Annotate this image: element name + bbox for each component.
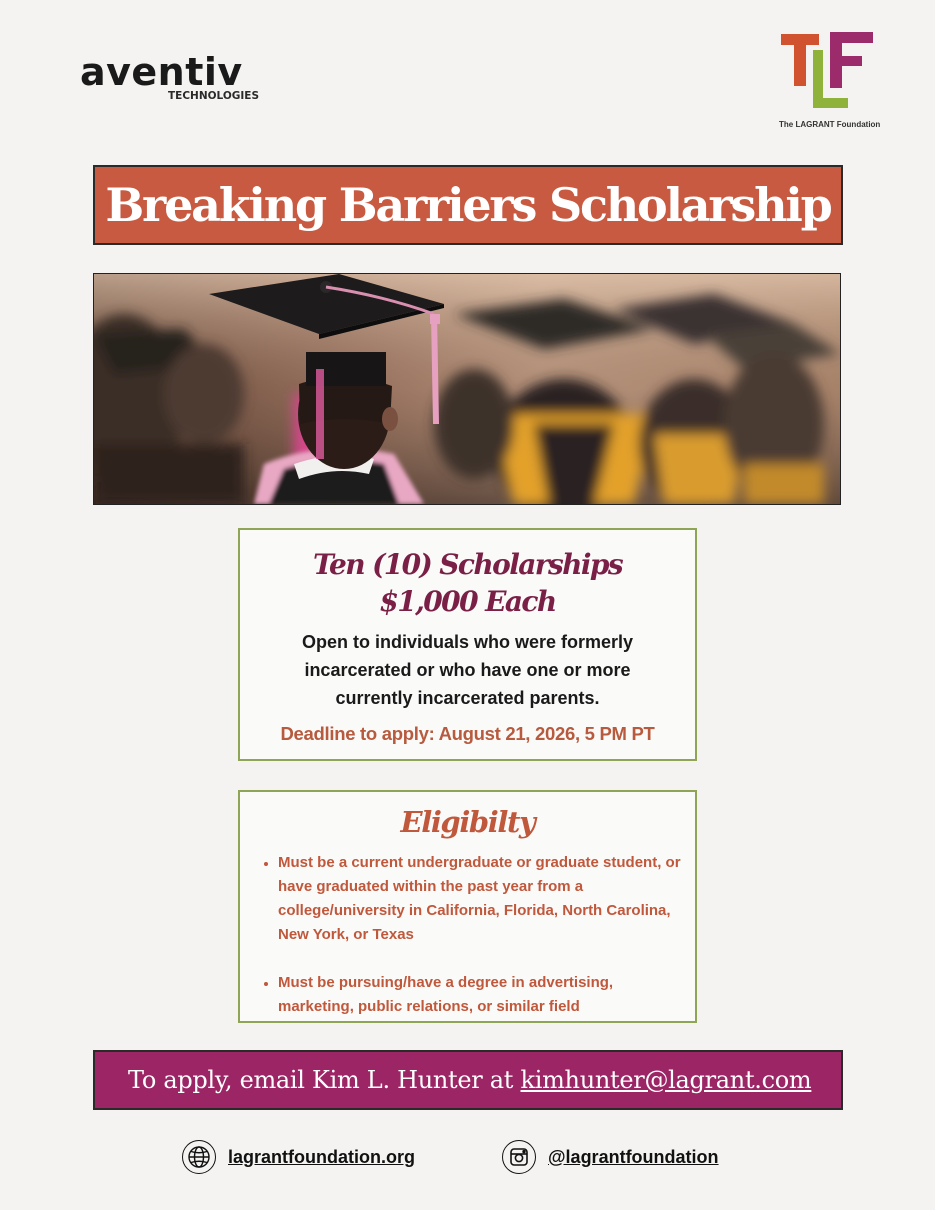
lagrant-foundation-logo — [772, 30, 892, 134]
globe-icon — [182, 1140, 216, 1174]
website-link[interactable]: lagrantfoundation.org — [228, 1146, 415, 1167]
eligibility-item: • Must be a current undergraduate or graduate student, or have graduated within the past year from a college/university in California, Florida, North Carolina, New York, or Texas — [278, 851, 687, 947]
eligibility-heading: Eligibilty — [400, 805, 535, 839]
apply-banner — [93, 1050, 843, 1110]
website-link-group[interactable] — [182, 1140, 415, 1174]
scholarship-offer-box — [238, 528, 697, 761]
apply-text — [128, 1066, 811, 1094]
offer-amount: $1,000 Each — [379, 585, 556, 618]
apply-prefix: To apply, email Kim L. Hunter at — [128, 1066, 521, 1094]
aventiv-logo — [80, 50, 270, 102]
graduation-photo — [93, 273, 841, 505]
graduation-photo-art — [94, 274, 840, 504]
instagram-icon — [502, 1140, 536, 1174]
tlf-monogram — [772, 30, 882, 115]
eligibility-item: • Must be pursuing/have a degree in advertising, marketing, public relations, or similar field — [278, 971, 687, 1019]
lagrant-caption: The LAGRANT Foundation — [779, 120, 881, 129]
apply-email-link[interactable]: kimhunter@lagrant.com — [520, 1066, 812, 1094]
offer-count: Ten (10) Scholarships — [312, 548, 623, 581]
page-title: Breaking Barriers Scholarship — [105, 178, 831, 232]
offer-heading — [240, 546, 695, 620]
eligibility-box — [238, 790, 697, 1023]
deadline-text: Deadline to apply: August 21, 2026, 5 PM PT — [280, 723, 655, 744]
eligibility-list — [240, 851, 695, 1019]
instagram-link-group[interactable] — [502, 1140, 719, 1174]
aventiv-logo-sub: TECHNOLOGIES — [168, 90, 260, 102]
title-banner — [93, 165, 843, 245]
offer-description: Open to individuals who were formerly incarcerated or who have one or more currently incarcerated parents. — [301, 632, 634, 708]
instagram-handle[interactable]: @lagrantfoundation — [548, 1146, 719, 1167]
aventiv-logo-name: aventiv — [80, 50, 243, 94]
